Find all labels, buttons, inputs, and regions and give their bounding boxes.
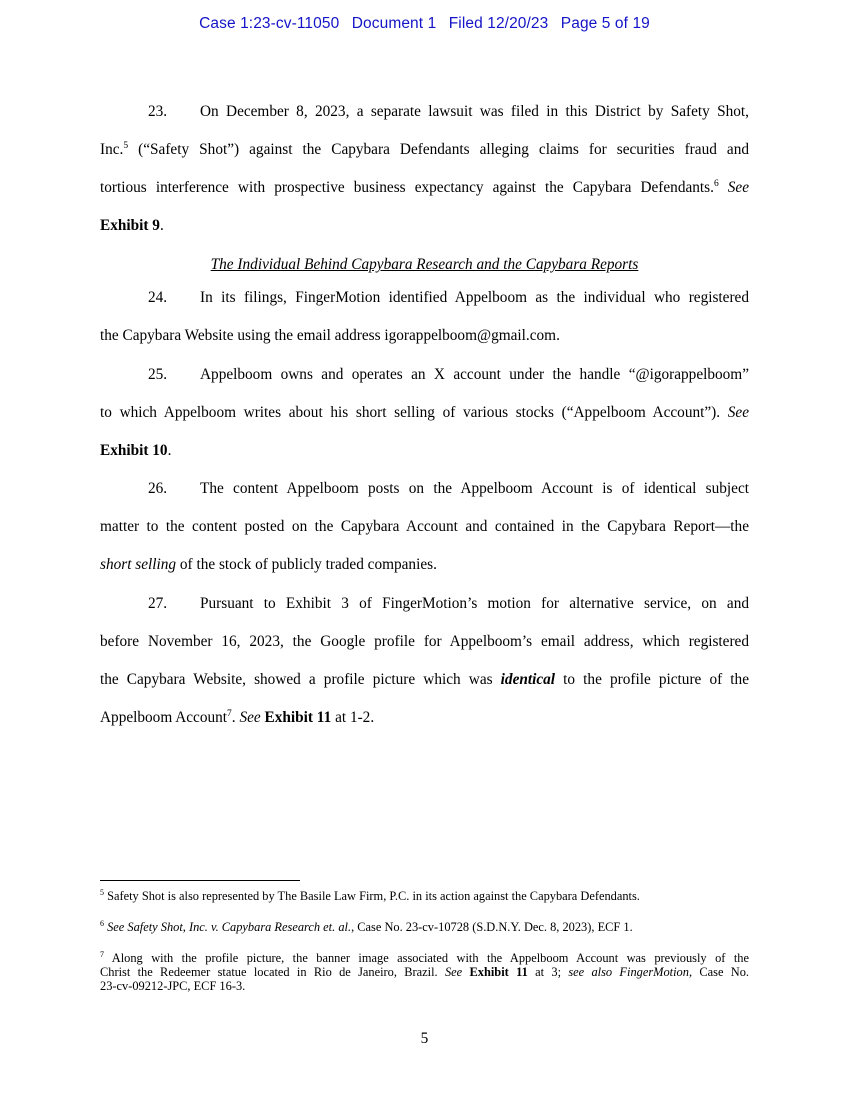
footnote-5	[100, 889, 749, 903]
para-26-line-3	[100, 556, 749, 574]
footnote-7-text-2c: , Case No.	[688, 965, 750, 979]
para-23-number: 23.	[148, 103, 168, 120]
para-25-see: See	[727, 404, 749, 421]
exhibit-9-ref: Exhibit 9	[100, 217, 160, 234]
para-24-text-1: In its filings, FingerMotion identified Appelboom as the individual who registered	[200, 289, 749, 306]
para-24-number: 24.	[148, 289, 168, 306]
para-27-line-4	[100, 709, 749, 727]
para-27-end: at 1-2.	[331, 709, 375, 726]
para-26-text-2: matter to the content posted on the Capybara Account and contained in the Capybara Report—the	[100, 518, 749, 535]
para-23-line-3	[100, 179, 749, 197]
footnote-7-line-3	[100, 979, 749, 993]
section-heading	[100, 256, 749, 274]
footnote-6-mark: 6	[100, 918, 104, 928]
footnote-7-text-2a: Christ the Redeemer statue located in Rio de Janeiro, Brazil.	[100, 965, 445, 979]
para-24-line-2	[100, 327, 749, 345]
footnote-6-case-name: See Safety Shot, Inc. v. Capybara Research et. al.	[104, 920, 352, 934]
para-27-line-2	[100, 633, 749, 651]
page-number: 5	[420, 1030, 429, 1047]
para-25-line-3	[100, 442, 749, 460]
footnote-ref-7[interactable]: 7	[227, 708, 232, 719]
para-26-text-1: The content Appelboom posts on the Appelboom Account is of identical subject	[200, 480, 749, 497]
para-25-text-1: Appelboom owns and operates an X account under the handle “@igorappelboom”	[200, 366, 749, 383]
section-heading-text: The Individual Behind Capybara Research and the Capybara Reports	[210, 256, 639, 273]
para-27-number: 27.	[148, 595, 168, 612]
para-26-line-1	[148, 480, 749, 498]
para-24-line-1	[148, 289, 749, 307]
para-23-text-2a: Inc.	[100, 141, 124, 158]
footnote-ref-6[interactable]: 6	[713, 178, 719, 189]
footnote-7-text-2b: at 3;	[527, 965, 569, 979]
para-25-number: 25.	[148, 366, 168, 383]
para-23-text-1: On December 8, 2023, a separate lawsuit was filed in this District by Safety Shot,	[200, 103, 749, 120]
para-23-end: .	[159, 217, 164, 234]
para-25-text-2: to which Appelboom writes about his short selling of various stocks (“Appelboom Account”).	[100, 404, 721, 421]
para-27-text-1: Pursuant to Exhibit 3 of FingerMotion’s motion for alternative service, on and	[200, 595, 749, 612]
para-26-line-2	[100, 518, 749, 536]
header-filed-date: Filed 12/20/23	[448, 15, 549, 32]
para-26-text-3: of the stock of publicly traded companies.	[176, 556, 437, 573]
para-25-end: .	[167, 442, 172, 459]
para-27-text-4a: Appelboom Account	[100, 709, 228, 726]
para-27-line-3	[100, 671, 749, 689]
header-case-number: Case 1:23-cv-11050	[199, 15, 340, 32]
para-23-text-3a: tortious interference with prospective business expectancy against the Capybara Defendants.	[100, 179, 714, 196]
para-27-sep: .	[231, 709, 240, 726]
short-selling-emphasis: short selling	[100, 556, 177, 573]
footnote-7-line-1	[100, 951, 749, 965]
footnote-7-see-also: see also FingerMotion	[568, 965, 689, 979]
header-page: Page 5 of 19	[560, 15, 650, 32]
para-23-line-2	[100, 141, 749, 159]
footnote-5-mark: 5	[100, 887, 104, 897]
para-23-see: See	[727, 179, 750, 196]
para-23-text-2b: (“Safety Shot”) against the Capybara Defendants alleging claims for securities fraud and	[128, 141, 749, 158]
para-24-text-2: the Capybara Website using the email address igorappelboom@gmail.com.	[100, 327, 560, 344]
footnote-7-exhibit-11: Exhibit 11	[469, 965, 528, 979]
identical-emphasis: identical	[500, 671, 556, 688]
footnote-ref-5[interactable]: 5	[123, 140, 129, 151]
footnote-7-mark: 7	[100, 949, 104, 959]
exhibit-11-ref: Exhibit 11	[264, 709, 332, 726]
para-23-line-4	[100, 217, 749, 235]
ecf-header	[0, 15, 849, 33]
para-25-line-1	[148, 366, 749, 384]
header-document: Document 1	[351, 15, 437, 32]
para-27-text-3c: to the profile picture of the	[555, 671, 749, 688]
footnote-7-text-3: 23-cv-09212-JPC, ECF 16-3.	[100, 979, 246, 993]
footnote-7-line-2	[100, 965, 749, 979]
para-26-number: 26.	[148, 480, 168, 497]
footnote-7-see: See	[444, 965, 463, 979]
para-27-text-2: before November 16, 2023, the Google profile for Appelboom’s email address, which registered	[100, 633, 749, 650]
para-27-line-1	[148, 595, 749, 613]
footnote-divider	[100, 880, 300, 881]
para-27-see: See	[239, 709, 261, 726]
footnote-5-text: Safety Shot is also represented by The Basile Law Firm, P.C. in its action against the Capybara Defendants.	[104, 889, 640, 903]
footnote-6-text: , Case No. 23-cv-10728 (S.D.N.Y. Dec. 8, 2023), ECF 1.	[351, 920, 633, 934]
para-27-text-3a: the Capybara Website, showed a profile picture which was	[100, 671, 501, 688]
exhibit-10-ref: Exhibit 10	[100, 442, 168, 459]
footnote-6	[100, 920, 749, 934]
para-23-line-1	[148, 103, 749, 121]
footnote-7-text-1: Along with the profile picture, the banner image associated with the Appelboom Account was previously of the	[104, 951, 749, 965]
para-25-line-2	[100, 404, 749, 422]
